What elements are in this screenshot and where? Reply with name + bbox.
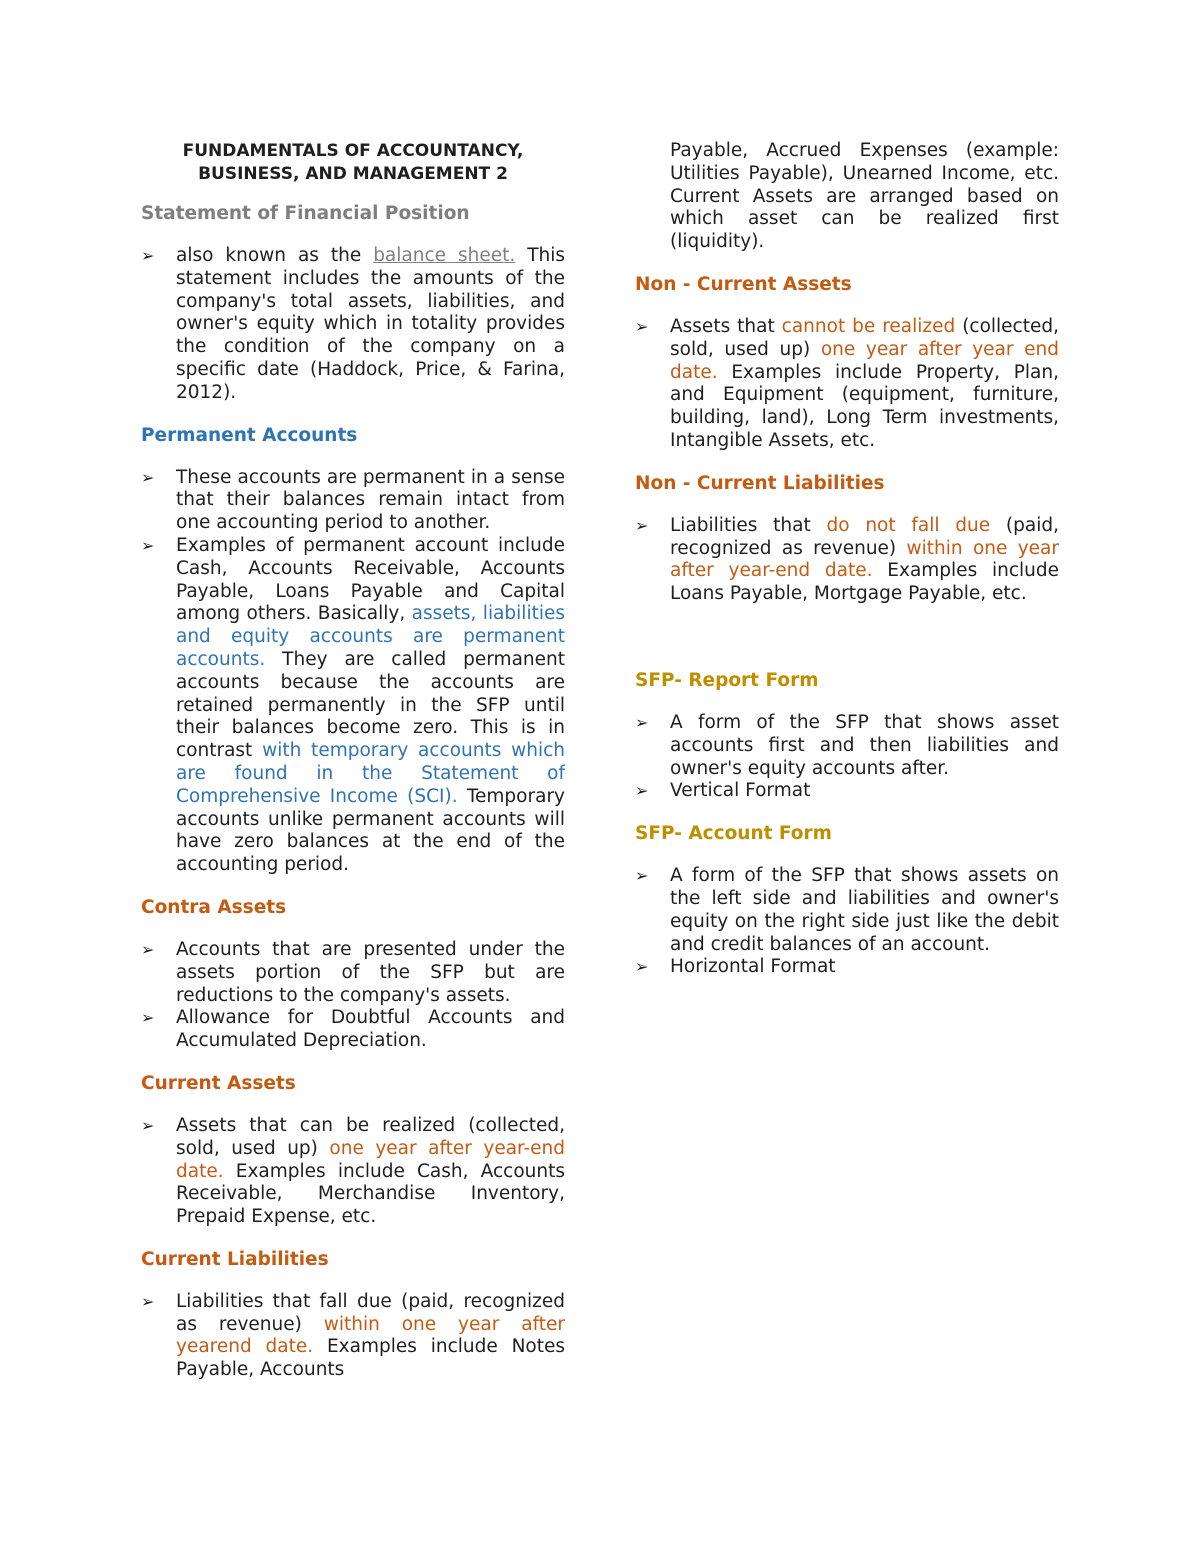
list-item: ➢ Examples of permanent account include Cash, Accounts Receivable, Accounts Payable, Loans Payable and Capital among others. Basically, assets, liabilities and equity accounts are permanent accounts. They are called permanent accounts because the accounts are retained permanently in the SFP until their balances become zero. This is in contrast with temporary accounts which are found in the Statement of Comprehensive Income (SCI). Temporary accounts unlike permanent accounts will have zero balances at the end of the accounting period. — [141, 534, 566, 876]
arrow-bullet-icon: ➢ — [141, 1008, 155, 1028]
arrow-bullet-icon: ➢ — [635, 515, 649, 535]
heading-current-liabilities: Current Liabilities — [141, 1248, 329, 1270]
heading-noncurrent-assets: Non - Current Assets — [635, 273, 852, 295]
arrow-bullet-icon: ➢ — [141, 939, 155, 959]
list-item: ➢ A form of the SFP that shows asset accounts first and then liabilities and owner's equity accounts after. — [635, 711, 1059, 779]
section-subtitle: Statement of Financial Position — [141, 203, 470, 224]
list-item: ➢ Accounts that are presented under the assets portion of the SFP but are reductions to the company's assets. — [141, 938, 565, 1006]
arrow-bullet-icon: ➢ — [141, 1291, 155, 1311]
arrow-bullet-icon: ➢ — [635, 316, 649, 336]
heading-permanent-accounts: Permanent Accounts — [141, 424, 358, 446]
title-line-2: BUSINESS, AND MANAGEMENT 2 — [198, 164, 508, 184]
noncurrent-liabilities-list — [635, 515, 1059, 606]
balance-sheet-link[interactable]: balance sheet. — [373, 245, 516, 266]
heading-account-form: SFP- Account Form — [635, 823, 832, 845]
title-line-1: FUNDAMENTALS OF ACCOUNTANCY, — [182, 141, 524, 161]
arrow-bullet-icon: ➢ — [141, 467, 155, 487]
noncurrent-assets-list — [635, 316, 1059, 453]
contra-list — [141, 939, 565, 1053]
spacer — [635, 625, 1059, 669]
list-item: ➢ Vertical Format — [635, 780, 811, 802]
arrow-bullet-icon: ➢ — [141, 1115, 155, 1135]
arrow-bullet-icon: ➢ — [635, 866, 649, 886]
heading-noncurrent-liabilities: Non - Current Liabilities — [635, 472, 885, 494]
list-item: ➢ Liabilities that do not fall due (paid, recognized as revenue) within one year after year-end date. Examples include Loans Payable, Mortgage Payable, etc. — [635, 514, 1060, 605]
right-column — [635, 140, 1059, 998]
heading-current-assets: Current Assets — [141, 1072, 296, 1094]
heading-contra-assets: Contra Assets — [141, 896, 287, 918]
report-form-list — [635, 712, 1059, 803]
list-item: ➢ Allowance for Doubtful Accounts and Accumulated Depreciation. — [141, 1007, 565, 1052]
list-item: ➢ Assets that can be realized (collected, sold, used up) one year after year-end date. Examples include Cash, Accounts Receivable, Merchandise Inventory, Prepaid Expense, etc. — [141, 1114, 565, 1228]
arrow-bullet-icon: ➢ — [141, 246, 155, 265]
current-liabilities-list — [141, 1291, 565, 1382]
arrow-bullet-icon: ➢ — [635, 781, 649, 801]
current-assets-list — [141, 1115, 565, 1229]
list-item: ➢ Liabilities that fall due (paid, recognized as revenue) within one year after yearend date. Examples include Notes Payable, Accounts — [141, 1290, 566, 1381]
arrow-bullet-icon: ➢ — [635, 957, 649, 977]
list-item: ➢ Horizontal Format — [635, 956, 836, 978]
account-form-list — [635, 865, 1059, 979]
left-column — [141, 140, 565, 1401]
arrow-bullet-icon: ➢ — [141, 535, 155, 555]
list-item: ➢ also known as the balance sheet. This statement includes the amounts of the company's total assets, liabilities, and owner's equity which in totality provides the condition of the company on a specific date (Haddock, Price, & Farina, 2012). — [141, 245, 566, 403]
permanent-list — [141, 467, 565, 877]
current-liabilities-continuation: Payable, Accrued Expenses (example: Utilities Payable), Unearned Income, etc. Current Assets are arranged based on which asset can be realized first (liquidity). — [670, 140, 1059, 253]
heading-report-form: SFP- Report Form — [635, 669, 819, 691]
list-item: ➢ These accounts are permanent in a sense that their balances remain intact from one accounting period to another. — [141, 466, 565, 534]
list-item: ➢ A form of the SFP that shows assets on the left side and liabilities and owner's equity on the right side just like the debit and credit balances of an account. — [635, 865, 1059, 955]
list-item: ➢ Assets that cannot be realized (collected, sold, used up) one year after year end date. Examples include Property, Plan, and Equipment (equipment, furniture, building, land), Long Term investments, Intangible Assets, etc. — [635, 315, 1059, 451]
sfp-list — [141, 245, 565, 405]
arrow-bullet-icon: ➢ — [635, 712, 649, 732]
document-title — [141, 140, 565, 186]
